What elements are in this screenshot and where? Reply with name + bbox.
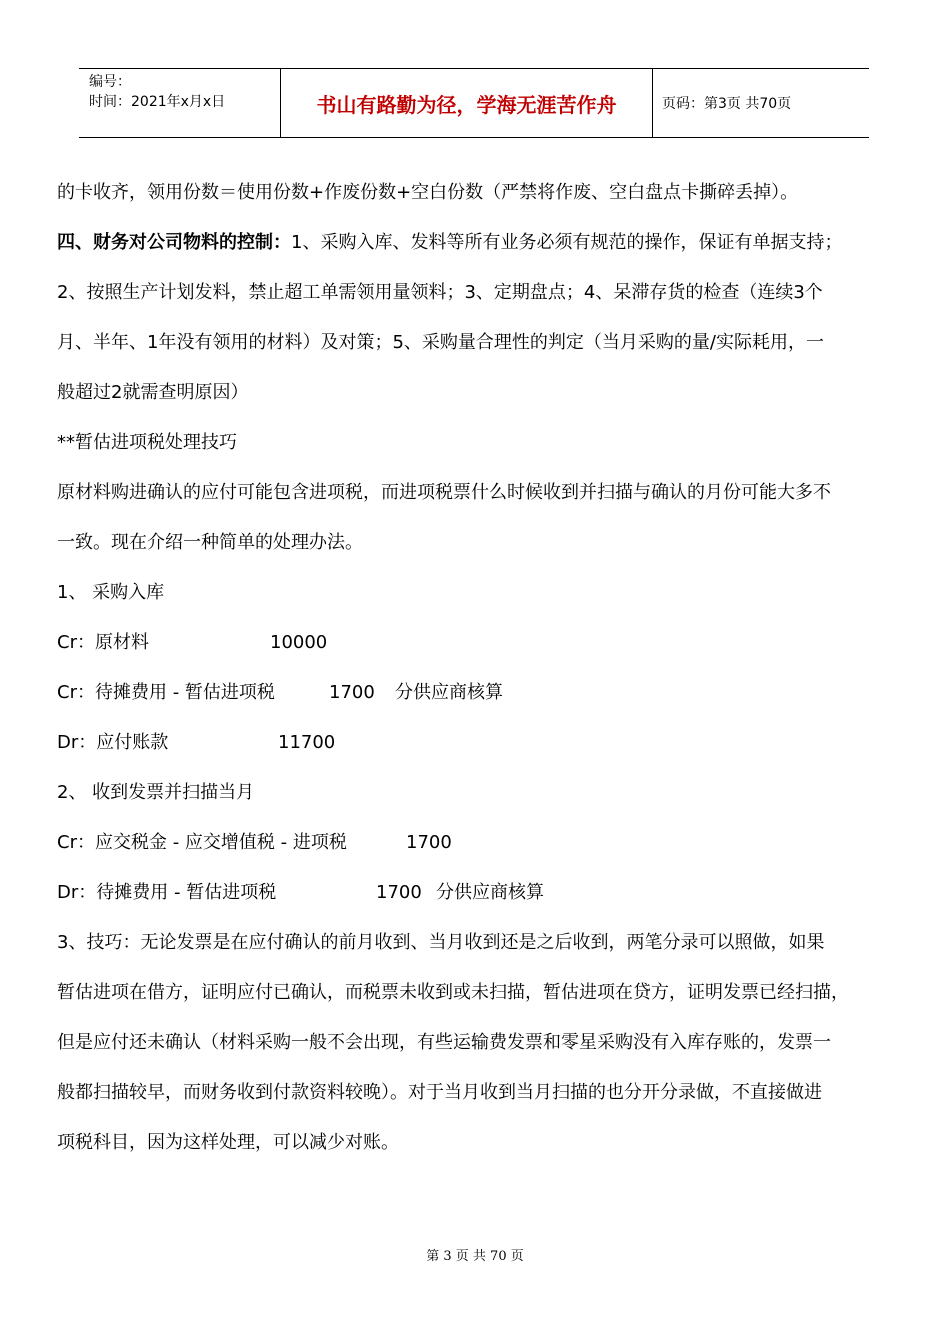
entry-amount: 1700 xyxy=(329,682,375,703)
header-meta-cell xyxy=(79,69,281,137)
motto: 书山有路勤为径，学海无涯苦作舟 xyxy=(316,92,617,117)
journal-entry xyxy=(57,718,893,768)
journal-entry xyxy=(57,668,893,718)
entry-amount: 1700 xyxy=(406,832,452,853)
entry-amount: 10000 xyxy=(270,632,328,653)
step-title: 2、 收到发票并扫描当月 xyxy=(57,782,255,803)
header-motto-cell xyxy=(281,69,653,137)
entry-label: Cr：待摊费用 - 暂估进项税 xyxy=(57,682,275,703)
paragraph-line: 3、技巧：无论发票是在应付确认的前月收到、当月收到还是之后收到，两笔分录可以照做，如果 xyxy=(57,932,825,953)
journal-entry xyxy=(57,818,893,868)
paragraph-line: 的卡收齐，领用份数＝使用份数+作废份数+空白份数（严禁将作废、空白盘点卡撕碎丢掉）。 xyxy=(57,182,799,203)
journal-entry xyxy=(57,868,893,918)
paragraph-line: 一致。现在介绍一种简单的处理办法。 xyxy=(57,532,363,553)
number-label: 编号： xyxy=(89,74,131,90)
paragraph-line: 暂估进项在借方，证明应付已确认，而税票未收到或未扫描，暂估进项在贷方，证明发票已经扫描， xyxy=(57,982,849,1003)
paragraph-line: 般超过2就需查明原因） xyxy=(57,382,249,403)
subheading: **暂估进项税处理技巧 xyxy=(57,432,237,453)
paragraph-line: 项税科目，因为这样处理，可以减少对账。 xyxy=(57,1132,399,1153)
paragraph-line: 但是应付还未确认（材料采购一般不会出现，有些运输费发票和零星采购没有入库存账的，发票一 xyxy=(57,1032,831,1053)
section-text: 1、采购入库、发料等所有业务必须有规范的操作，保证有单据支持； xyxy=(291,232,843,253)
entry-label: Dr：待摊费用 - 暂估进项税 xyxy=(57,882,277,903)
paragraph-line xyxy=(57,218,893,268)
paragraph-line: 2、按照生产计划发料，禁止超工单需领用量领料；3、定期盘点；4、呆滞存货的检查（连续3个 xyxy=(57,282,823,303)
page-header xyxy=(79,68,869,138)
time-label: 时间：2021年x月x日 xyxy=(89,94,226,110)
entry-note: 分供应商核算 xyxy=(395,682,503,703)
paragraph-line: 原材料购进确认的应付可能包含进项税，而进项税票什么时候收到并扫描与确认的月份可能大多不 xyxy=(57,482,831,503)
entry-amount: 11700 xyxy=(278,732,336,753)
journal-entry xyxy=(57,618,893,668)
section-heading: 四、财务对公司物料的控制： xyxy=(57,232,291,253)
document-body xyxy=(57,168,893,1168)
entry-label: Dr：应付账款 xyxy=(57,732,169,753)
page-footer xyxy=(0,1245,950,1264)
step-title: 1、 采购入库 xyxy=(57,582,165,603)
paragraph-line: 般都扫描较早，而财务收到付款资料较晚）。对于当月收到当月扫描的也分开分录做，不直接做进 xyxy=(57,1082,822,1103)
page-info: 页码：第3页 共70页 xyxy=(662,96,792,112)
entry-note: 分供应商核算 xyxy=(436,882,544,903)
paragraph-line: 月、半年、1年没有领用的材料）及对策；5、采购量合理性的判定（当月采购的量/实际耗用，一 xyxy=(57,332,824,353)
entry-label: Cr：原材料 xyxy=(57,632,149,653)
entry-label: Cr：应交税金 - 应交增值税 - 进项税 xyxy=(57,832,347,853)
footer-page-number: 第 3 页 共 70 页 xyxy=(426,1249,524,1264)
header-page-cell xyxy=(653,69,869,137)
entry-amount: 1700 xyxy=(376,882,422,903)
